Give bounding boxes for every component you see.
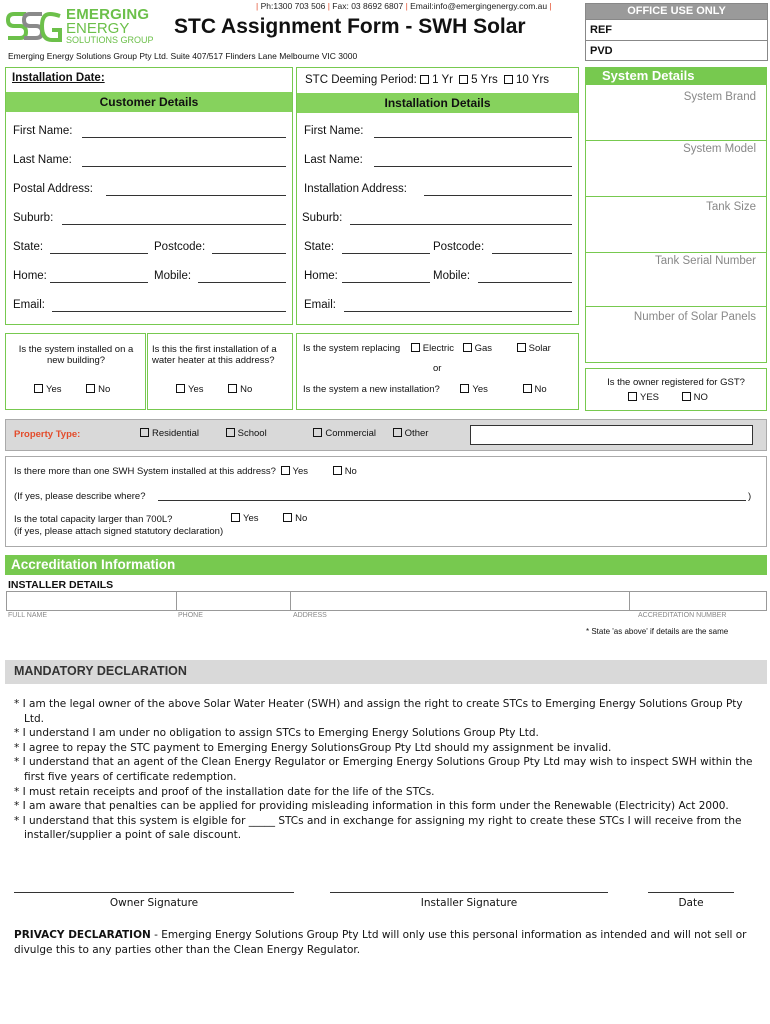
replacing-gas-checkbox[interactable] xyxy=(463,343,472,352)
solar-panels-field[interactable]: Number of Solar Panels xyxy=(633,311,756,323)
first-install-question: Is this the first installation of a water heater at this address? xyxy=(152,344,277,366)
property-type-options: Residential School Commercial Other xyxy=(140,428,428,439)
first-install-no-checkbox[interactable] xyxy=(228,384,237,393)
capacity-yes-checkbox[interactable] xyxy=(231,513,240,522)
company-address: Emerging Energy Solutions Group Pty Ltd. Suite 407/517 Flinders Lane Melbourne VIC 3000 xyxy=(8,51,358,61)
deeming-10yr-checkbox[interactable] xyxy=(504,75,513,84)
customer-details-heading: Customer Details xyxy=(6,92,292,112)
customer-postal-input[interactable] xyxy=(106,195,286,196)
owner-signature-label: Owner Signature xyxy=(109,897,199,909)
property-type-label: Property Type: xyxy=(14,429,81,440)
customer-suburb-input[interactable] xyxy=(62,224,286,225)
install-state-label: State: xyxy=(304,241,335,253)
gst-question: Is the owner registered for GST? xyxy=(607,377,745,388)
gst-panel xyxy=(585,368,767,411)
new-building-options: Yes No xyxy=(34,384,110,395)
address-caption: ADDRESS xyxy=(293,612,327,619)
describe-input[interactable] xyxy=(158,500,746,501)
install-mobile-input[interactable] xyxy=(478,282,572,283)
page-title: STC Assignment Form - SWH Solar xyxy=(174,15,526,38)
phone-caption: PHONE xyxy=(178,612,203,619)
install-postcode-label: Postcode: xyxy=(433,241,485,253)
customer-home-label: Home: xyxy=(13,270,47,282)
accreditation-heading: Accreditation Information xyxy=(5,555,767,575)
contact-fax: Fax: 03 8692 6807 xyxy=(332,1,404,11)
system-details-heading: System Details xyxy=(586,67,766,85)
declaration-item: * I must retain receipts and proof of the installation date for the life of the STCs. xyxy=(14,785,435,798)
install-last-name-label: Last Name: xyxy=(304,154,363,166)
declaration-item: * I am aware that penalties can be applied for providing misleading information in this form under the Renewable (Electricity) Act 2000. xyxy=(14,800,729,813)
first-install-yes-checkbox[interactable] xyxy=(176,384,185,393)
date-line[interactable] xyxy=(648,892,734,893)
customer-email-input[interactable] xyxy=(52,311,286,312)
replacing-solar-checkbox[interactable] xyxy=(517,343,526,352)
customer-postcode-input[interactable] xyxy=(212,253,286,254)
capacity-note: (if yes, please attach signed statutory declaration) xyxy=(14,526,224,537)
office-pvd-field[interactable]: PVD xyxy=(586,40,767,61)
install-address-input[interactable] xyxy=(424,195,572,196)
accreditation-number-caption: ACCREDITATION NUMBER xyxy=(638,612,727,619)
ssg-logo-icon xyxy=(6,10,62,46)
gst-yes-checkbox[interactable] xyxy=(628,392,637,401)
declaration-item: * I understand I am under no obligation to assign STCs to Emerging Energy Solutions Group Pty Ltd. xyxy=(14,727,539,740)
logo-text-emerging: EMERGING xyxy=(66,6,150,23)
declaration-item: * I am the legal owner of the above Solar Water Heater (SWH) and assign the right to create STCs to Emerging Energy Solutions Group Pty Ltd. xyxy=(14,698,743,725)
privacy-declaration xyxy=(14,928,754,957)
customer-first-name-label: First Name: xyxy=(13,125,73,137)
customer-last-name-label: Last Name: xyxy=(13,154,72,166)
customer-first-name-input[interactable] xyxy=(82,137,286,138)
install-mobile-label: Mobile: xyxy=(433,270,471,282)
customer-state-input[interactable] xyxy=(50,253,148,254)
installer-accreditation-input[interactable] xyxy=(630,591,767,611)
install-first-name-label: First Name: xyxy=(304,125,364,137)
describe-close: ) xyxy=(748,491,752,502)
install-address-label: Installation Address: xyxy=(304,183,407,195)
owner-signature-line[interactable] xyxy=(14,892,294,893)
declaration-item: * I understand that this system is elgible for _____ STCs and in exchange for assigning my right to create these STCs I will receive from the installer/supplier a point of sale discount. xyxy=(14,814,742,842)
installer-signature-label: Installer Signature xyxy=(420,897,518,909)
installer-phone-input[interactable] xyxy=(177,591,290,611)
tank-serial-field[interactable]: Tank Serial Number xyxy=(655,255,756,267)
replacing-row: Is the system replacing Electric Gas Solar xyxy=(303,343,551,354)
privacy-text: - Emerging Energy Solutions Group Pty Ltd will only use this personal information as intended and will not sell or divulge this to any parties other than the Clean Energy Regulator. xyxy=(14,929,747,956)
customer-mobile-input[interactable] xyxy=(198,282,286,283)
new-building-yes-checkbox[interactable] xyxy=(34,384,43,393)
gst-no-checkbox[interactable] xyxy=(682,392,691,401)
customer-email-label: Email: xyxy=(13,299,45,311)
logo-text-energy: ENERGY xyxy=(66,20,130,37)
declaration-item: * I agree to repay the STC payment to Emerging Energy SolutionsGroup Pty Ltd should my assignment be invalid. xyxy=(14,741,612,754)
customer-mobile-label: Mobile: xyxy=(154,270,192,282)
install-first-name-input[interactable] xyxy=(374,137,572,138)
install-home-label: Home: xyxy=(304,270,338,282)
installer-address-input[interactable] xyxy=(291,591,629,611)
customer-postcode-label: Postcode: xyxy=(154,241,206,253)
customer-home-input[interactable] xyxy=(50,282,148,283)
contact-line: | Ph:1300 703 506 | Fax: 03 8692 6807 | Email:info@emergingenergy.com.au | xyxy=(256,1,552,11)
system-brand-field[interactable]: System Brand xyxy=(683,91,756,103)
install-home-input[interactable] xyxy=(342,282,430,283)
installer-signature-line[interactable] xyxy=(330,892,608,893)
install-last-name-input[interactable] xyxy=(374,166,572,167)
full-name-caption: FULL NAME xyxy=(8,612,48,619)
describe-label: (If yes, please describe where? xyxy=(14,491,146,502)
property-commercial-checkbox[interactable] xyxy=(313,428,322,437)
customer-last-name-input[interactable] xyxy=(82,166,286,167)
capacity-no-checkbox[interactable] xyxy=(283,513,292,522)
date-label: Date xyxy=(678,897,704,909)
installation-details-heading: Installation Details xyxy=(297,93,578,113)
multi-system-row: Is there more than one SWH System installed at this address? Yes No xyxy=(14,466,357,477)
deeming-period: STC Deeming Period: 1 Yr 5 Yrs 10 Yrs xyxy=(305,74,550,86)
install-email-input[interactable] xyxy=(344,311,572,312)
property-school-checkbox[interactable] xyxy=(226,428,235,437)
office-use-box xyxy=(585,3,768,61)
property-other-checkbox[interactable] xyxy=(393,428,402,437)
first-install-options: Yes No xyxy=(176,384,252,395)
customer-state-label: State: xyxy=(13,241,44,253)
customer-suburb-label: Suburb: xyxy=(13,212,54,224)
replacing-electric-checkbox[interactable] xyxy=(411,343,420,352)
declaration-heading: MANDATORY DECLARATION xyxy=(14,664,187,678)
or-text: or xyxy=(433,363,442,374)
new-building-no-checkbox[interactable] xyxy=(86,384,95,393)
capacity-options: Yes No xyxy=(231,513,307,524)
deeming-5yr-checkbox[interactable] xyxy=(459,75,468,84)
property-other-input[interactable] xyxy=(470,425,753,445)
install-suburb-label: Suburb: xyxy=(302,212,343,224)
installation-date-label: Installation Date: xyxy=(12,72,105,84)
gst-options: YES NO xyxy=(628,392,708,403)
multi-no-checkbox[interactable] xyxy=(333,466,342,475)
office-use-heading: OFFICE USE ONLY xyxy=(586,4,767,19)
tank-size-field[interactable]: Tank Size xyxy=(706,201,756,213)
declaration-item: * I understand that an agent of the Clean Energy Regulator or Emerging Energy Solutions Group Pty Ltd may wish to inspect SWH within the first five years of certificate redemption. xyxy=(14,756,753,783)
new-install-no-checkbox[interactable] xyxy=(523,384,532,393)
system-model-field[interactable]: System Model xyxy=(683,143,756,155)
deeming-1yr-checkbox[interactable] xyxy=(420,75,429,84)
customer-postal-label: Postal Address: xyxy=(13,183,93,195)
installer-full-name-input[interactable] xyxy=(6,591,176,611)
install-postcode-input[interactable] xyxy=(492,253,572,254)
new-install-row: Is the system a new installation? Yes No xyxy=(303,384,547,395)
property-residential-checkbox[interactable] xyxy=(140,428,149,437)
deeming-period-label: STC Deeming Period: xyxy=(305,74,417,86)
new-install-yes-checkbox[interactable] xyxy=(460,384,469,393)
capacity-question: Is the total capacity larger than 700L? xyxy=(14,514,173,525)
office-ref-field[interactable]: REF xyxy=(586,19,767,40)
contact-email: Email:info@emergingenergy.com.au xyxy=(410,1,548,11)
install-email-label: Email: xyxy=(304,299,336,311)
same-as-above-note: * State 'as above' if details are the same xyxy=(586,627,729,636)
new-building-question: Is the system installed on a new building? xyxy=(18,344,134,366)
contact-phone: Ph:1300 703 506 xyxy=(260,1,326,11)
privacy-label: PRIVACY DECLARATION xyxy=(14,929,151,941)
declaration-list xyxy=(14,697,762,843)
install-state-input[interactable] xyxy=(342,253,430,254)
multi-yes-checkbox[interactable] xyxy=(281,466,290,475)
installer-details-label: INSTALLER DETAILS xyxy=(8,579,114,591)
logo-text-solutions: SOLUTIONS GROUP xyxy=(66,35,154,45)
install-suburb-input[interactable] xyxy=(350,224,572,225)
